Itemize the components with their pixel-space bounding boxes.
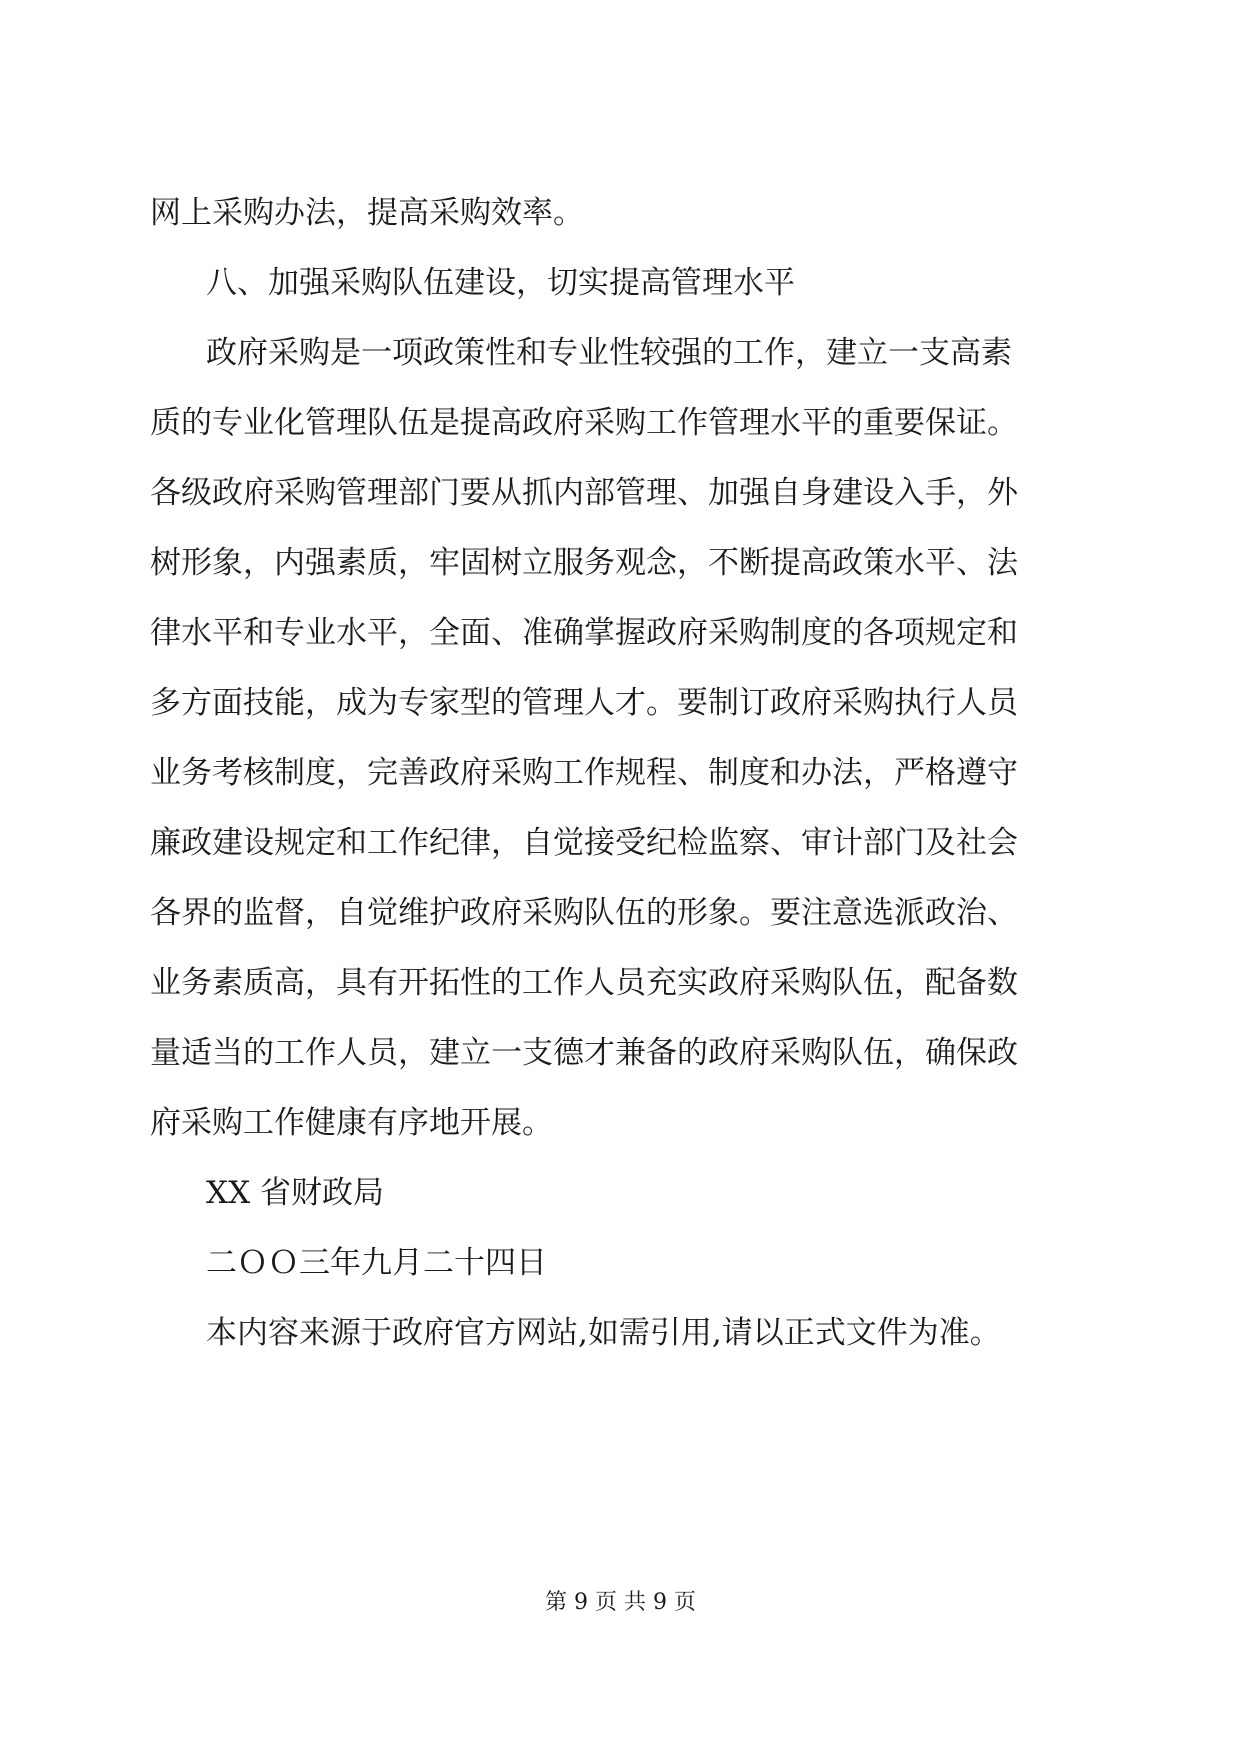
signature-org: XX 省财政局 (206, 1175, 384, 1211)
section-heading: 八、加强采购队伍建设，切实提高管理水平 (206, 265, 795, 301)
text-line: 树形象，内强素质，牢固树立服务观念，不断提高政策水平、法 (150, 545, 1018, 581)
text-line: 律水平和专业水平，全面、准确掌握政府采购制度的各项规定和 (150, 615, 1018, 651)
text-line: 业务素质高，具有开拓性的工作人员充实政府采购队伍，配备数 (150, 965, 1018, 1001)
text-line: 各级政府采购管理部门要从抓内部管理、加强自身建设入手，外 (150, 475, 1018, 511)
signature-date: 二ＯＯ三年九月二十四日 (206, 1245, 547, 1281)
text-line: 量适当的工作人员，建立一支德才兼备的政府采购队伍，确保政 (150, 1035, 1018, 1071)
text-line: 府采购工作健康有序地开展。 (150, 1105, 553, 1141)
text-line: 廉政建设规定和工作纪律，自觉接受纪检监察、审计部门及社会 (150, 825, 1018, 861)
source-notice: 本内容来源于政府官方网站,如需引用,请以正式文件为准。 (206, 1315, 1001, 1351)
text-line: 质的专业化管理队伍是提高政府采购工作管理水平的重要保证。 (150, 405, 1018, 441)
text-line: 多方面技能，成为专家型的管理人才。要制订政府采购执行人员 (150, 685, 1018, 721)
text-line: 业务考核制度，完善政府采购工作规程、制度和办法，严格遵守 (150, 755, 1018, 791)
text-line: 各界的监督，自觉维护政府采购队伍的形象。要注意选派政治、 (150, 895, 1018, 931)
paragraph-first-line: 政府采购是一项政策性和专业性较强的工作，建立一支高素 (206, 335, 1012, 371)
page-number: 第 9 页 共 9 页 (545, 1590, 696, 1615)
text-line: 网上采购办法，提高采购效率。 (150, 195, 584, 231)
